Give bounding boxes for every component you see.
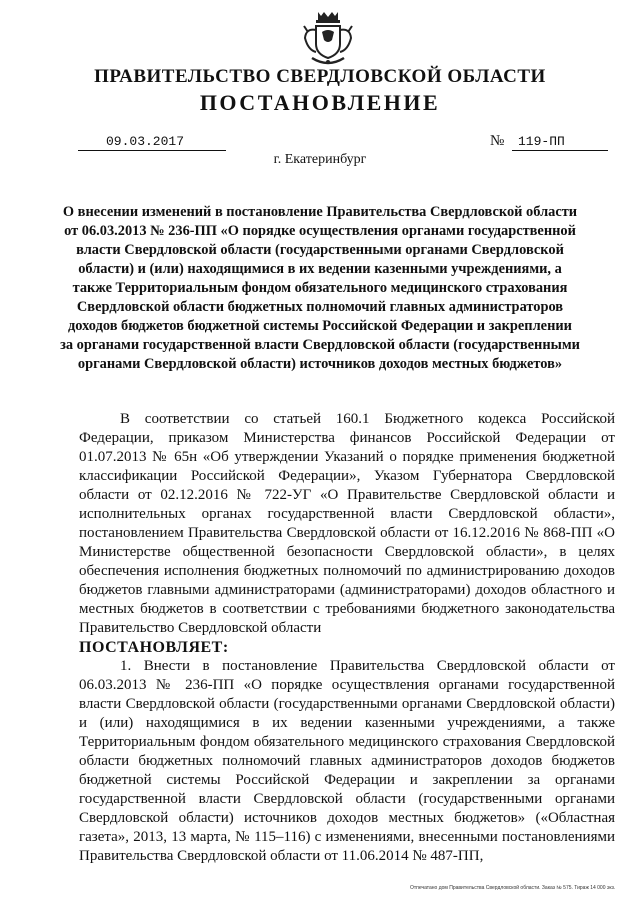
preamble-paragraph: В соответствии со статьей 160.1 Бюджетного кодекса Российской Федерации, приказом Министерства финансов Российской Федерации от 01.07.2013 № 65н «Об утверждении Указаний о порядке применения бюджетной классификации Российской Федерации», Указом Губернатора Свердловской области от 02.12.2016 № 722-УГ «О Правительстве Свердловской области и исполнительных органах государственной власти Свердловской области», постановлением Правительства Свердловской области от 16.12.2016 № 868-ПП «О Министерстве общественной безопасности Свердловской области», в целях обеспечения исполнения бюджетных полномочий по администрированию доходов бюджетов главными администраторами (администраторами) доходов областного и местных бюджетов в соответствии с требованиями бюджетного законодательства Правительство Свердловской области (79, 411, 615, 636)
document-type: ПОСТАНОВЛЕНИЕ (199, 90, 441, 115)
print-footer: Отпечатано дом Правительства Свердловской области. Заказ № 575. Тираж 14 000 экз. (410, 885, 616, 891)
city-name: г. Екатеринбург (273, 152, 367, 167)
document-date: 09.03.2017 (78, 133, 226, 151)
item-1-paragraph: 1. Внести в постановление Правительства Свердловской области от 06.03.2013 № 236-ПП «О порядке осуществления органами государственной власти Свердловской области (государственными органами Свердловской области) и (или) находящимися в их ведении казенными учреждениями, а также Территориальным фондом обязательного медицинского страхования Свердловской области бюджетных полномочий главных администраторов доходов бюджетов бюджетной системы Российской Федерации и закреплении за органами государственной власти Свердловской области (государственными органами Свердловской области) источников доходов местных бюджетов» («Областная газета», 2013, 13 марта, № 115–116) с изменениями, внесенными постановлениями Правительства Свердловской области от 11.06.2014 № 487-ПП, (79, 658, 615, 864)
coat-of-arms-emblem (302, 10, 354, 70)
resolve-heading: ПОСТАНОВЛЯЕТ: (79, 639, 229, 656)
number-label: № (490, 133, 505, 149)
document-number: 119-ПП (512, 133, 608, 151)
document-body (79, 410, 615, 866)
government-name: ПРАВИТЕЛЬСТВО СВЕРДЛОВСКОЙ ОБЛАСТИ (94, 66, 546, 87)
document-title: О внесении изменений в постановление Правительства Свердловской области от 06.03.2013 № 236-ПП «О порядке осуществления органами государственной власти Свердловской области (государственными органами Свердловской области) и (или) находящимися в их ведении казенными учреждениями, а также Территориальным фондом обязательного медицинского страхования Свердловской области бюджетных полномочий главных администраторов доходов бюджетов бюджетной системы Российской Федерации и закреплении за органами государственной власти Свердловской области (государственными органами Свердловской области) источников доходов местных бюджетов» (60, 204, 580, 372)
